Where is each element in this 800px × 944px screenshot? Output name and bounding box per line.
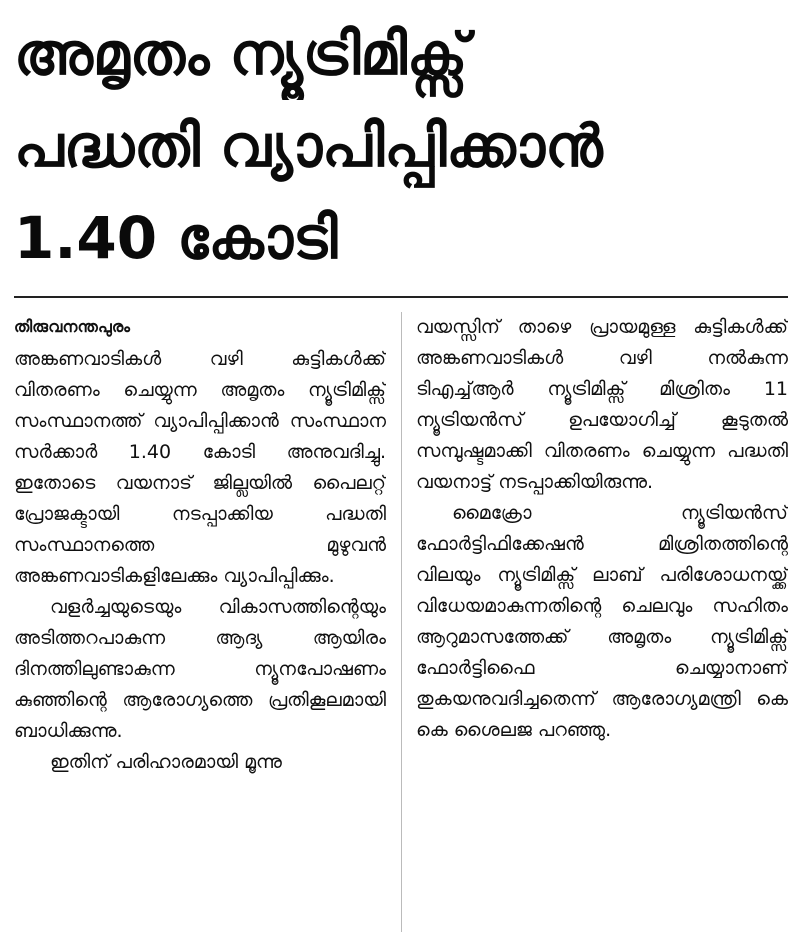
paragraph-2: വളർച്ചയുടെയും വികാസത്തിന്റെയും അടിത്തറപാകുന്ന ആദ്യ ആയിരം ദിനത്തിലുണ്ടാകുന്ന ന്യൂനപോഷണം കുഞ്ഞിന്റെ ആരോഗ്യത്തെ പ്രതികൂലമായി ബാധിക്കുന്നു. xyxy=(14,596,386,742)
headline-divider xyxy=(14,296,788,298)
paragraph-3: ഇതിന് പരിഹാരമായി മൂന്നു xyxy=(50,751,282,773)
paragraph-4: വയസ്സിന് താഴെ പ്രായമുള്ള കുട്ടികൾക്ക് അങ്കണവാടികൾ വഴി നൽകുന്ന ടിഎച്ച്ആർ ന്യൂട്രിമിക്സ് മിശ്രിതം 11 ന്യൂട്രിയൻസ് ഉപയോഗിച്ച് കൂടുതൽ സമ്പുഷ്ടമാക്കി വിതരണം ചെയ്യുന്ന പദ്ധതി വയനാട്ട് നടപ്പാക്കിയിരുന്നു. xyxy=(416,316,788,493)
dateline: തിരുവനന്തപുരം xyxy=(14,317,131,336)
headline-line-2: പദ്ധതി വ്യാപിപ്പിക്കാൻ xyxy=(14,112,603,180)
paragraph-5: മൈക്രോ ന്യൂട്രിയൻസ് ഫോർട്ടിഫിക്കേഷൻ മിശ്രിതത്തിന്റെ വിലയും ന്യൂട്രിമിക്സ് ലാബ് പരിശോധനയ്ക്ക് വിധേയമാകുന്നതിന്റെ ചെലവും സഹിതം ആറുമാസത്തേക്ക് അമൃതം ന്യൂട്രിമിക്സ് ഫോർട്ടിഫൈ ചെയ്യാനാണ് തുകയനുവദിച്ചതെന്ന് ആരോഗ്യമന്ത്രി കെ കെ ശൈലജ പറഞ്ഞു. xyxy=(416,502,788,741)
headline-line-1: അമൃതം ന്യൂട്രിമിക്സ് xyxy=(14,20,468,88)
headline xyxy=(14,8,788,294)
article-body xyxy=(14,312,788,932)
column-right xyxy=(416,312,788,932)
column-left xyxy=(14,312,386,932)
headline-line-3: 1.40 കോടി xyxy=(14,204,338,272)
column-divider xyxy=(401,312,402,932)
paragraph-1: അങ്കണവാടികൾ വഴി കുട്ടികൾക്ക് വിതരണം ചെയ്യുന്ന അമൃതം ന്യൂട്രിമിക്സ് സംസ്ഥാനത്ത് വ്യാപിപ്പിക്കാൻ സംസ്ഥാന സർക്കാർ 1.40 കോടി അനുവദിച്ചു. ഇതോടെ വയനാട് ജില്ലയിൽ പൈലറ്റ് പ്രോജക്ടായി നടപ്പാക്കിയ പദ്ധതി സംസ്ഥാനത്തെ മുഴുവൻ അങ്കണവാടികളിലേക്കും വ്യാപിപ്പിക്കും. xyxy=(14,348,386,587)
